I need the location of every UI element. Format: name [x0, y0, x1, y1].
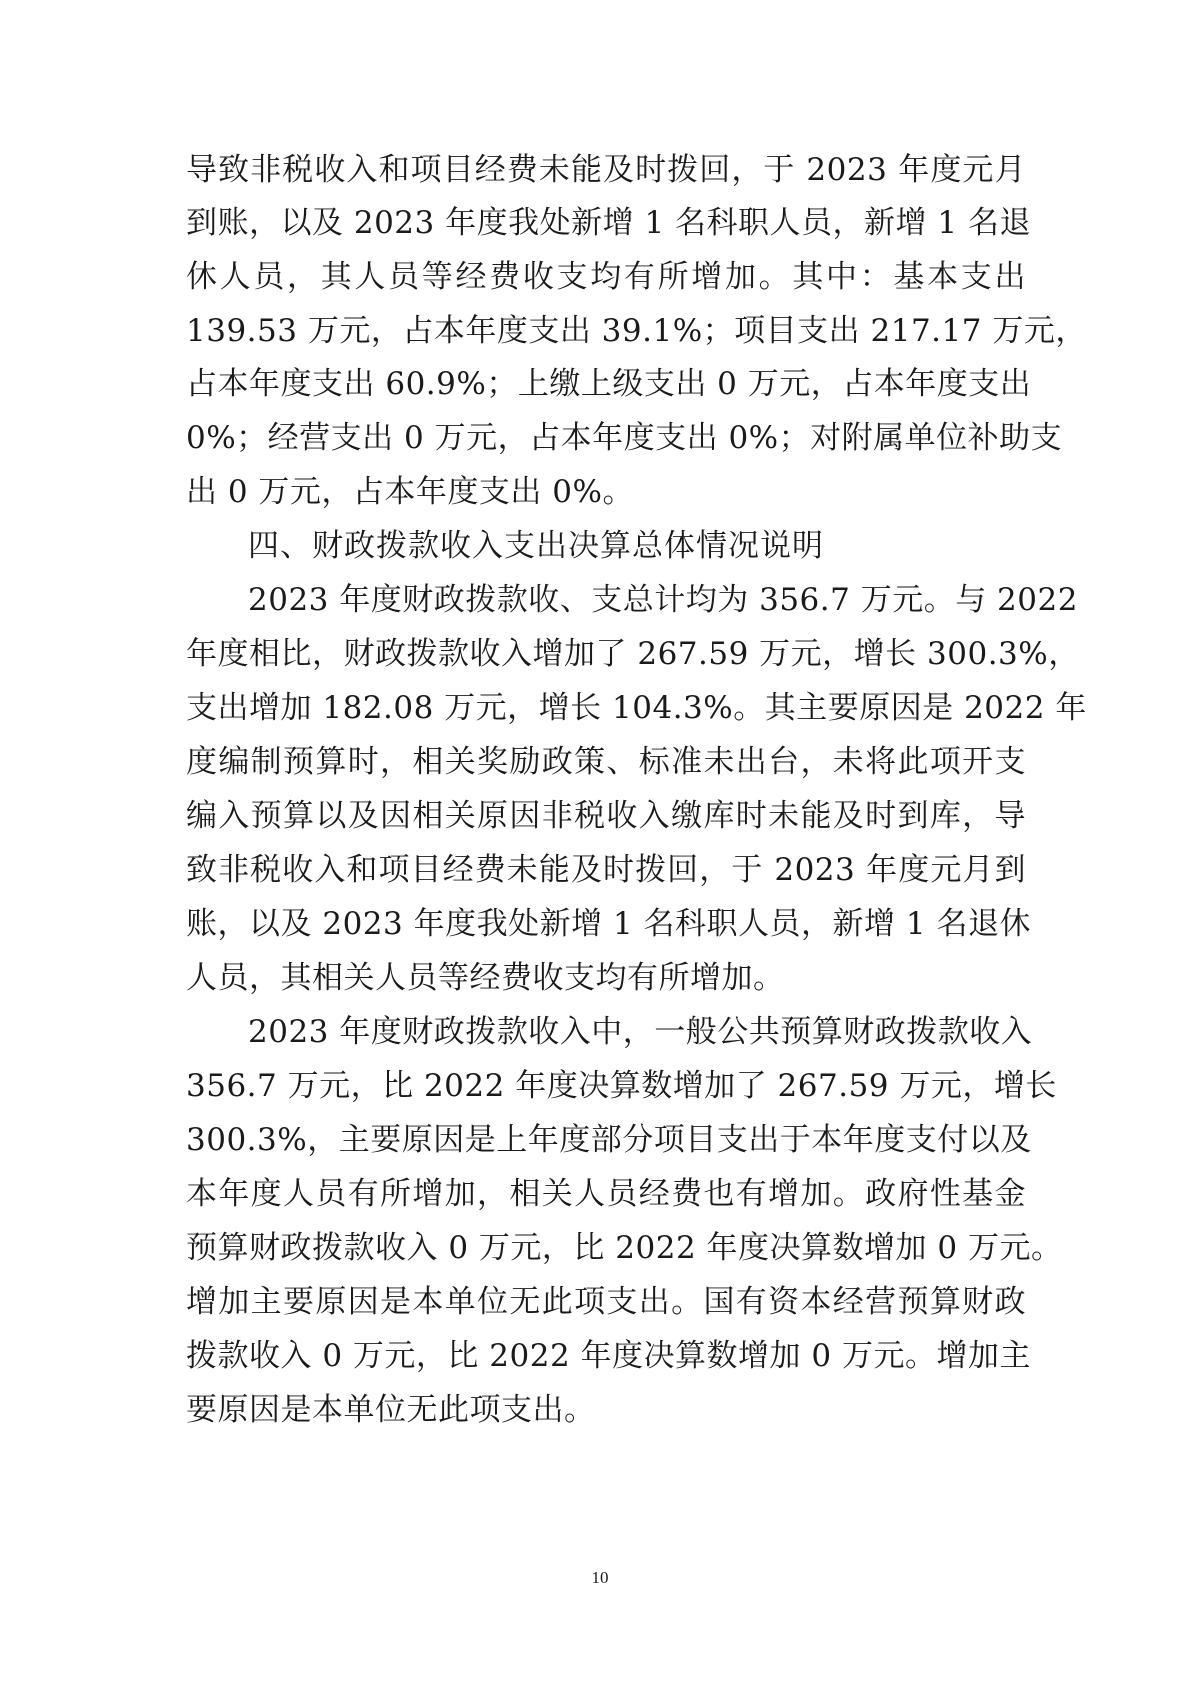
- paragraph-line: 139.53 万元，占本年度支出 39.1%；项目支出 217.17 万元，: [186, 313, 1087, 349]
- paragraph-line: 预算财政拨款收入 0 万元，比 2022 年度决算数增加 0 万元。: [186, 1230, 1063, 1266]
- paragraph-line: 致非税收入和项目经费未能及时拨回，于 2023 年度元月到: [186, 852, 1026, 888]
- paragraph-line: 增加主要原因是本单位无此项支出。国有资本经营预算财政: [186, 1284, 1026, 1320]
- paragraph-line: 支出增加 182.08 万元，增长 104.3%。其主要原因是 2022 年: [186, 690, 1087, 726]
- paragraph-line: 度编制预算时，相关奖励政策、标准未出台，未将此项开支: [186, 744, 1026, 780]
- paragraph-line: 到账，以及 2023 年度我处新增 1 名科职人员，新增 1 名退: [186, 205, 1031, 241]
- section-heading: 四、财政拨款收入支出决算总体情况说明: [248, 528, 824, 564]
- paragraph-line: 导致非税收入和项目经费未能及时拨回，于 2023 年度元月: [186, 152, 1026, 188]
- paragraph-line: 2023 年度财政拨款收入中，一般公共预算财政拨款收入: [248, 1014, 1033, 1050]
- paragraph-line: 2023 年度财政拨款收、支总计均为 356.7 万元。与 2022: [248, 582, 1078, 618]
- paragraph-line: 要原因是本单位无此项支出。: [186, 1392, 596, 1428]
- paragraph-line: 编入预算以及因相关原因非税收入缴库时未能及时到库，导: [186, 798, 1026, 834]
- paragraph-line: 年度相比，财政拨款收入增加了 267.59 万元，增长 300.3%，: [186, 636, 1080, 672]
- paragraph-line: 账，以及 2023 年度我处新增 1 名科职人员，新增 1 名退休: [186, 906, 1031, 942]
- paragraph-line: 300.3%，主要原因是上年度部分项目支出于本年度支付以及: [186, 1122, 1032, 1158]
- paragraph-line: 出 0 万元，占本年度支出 0%。: [186, 474, 634, 510]
- paragraph-line: 356.7 万元，比 2022 年度决算数增加了 267.59 万元，增长: [186, 1068, 1057, 1104]
- paragraph-line: 本年度人员有所增加，相关人员经费也有增加。政府性基金: [186, 1176, 1026, 1212]
- paragraph-line: 人员，其相关人员等经费收支均有所增加。: [186, 960, 785, 996]
- paragraph-line: 0%；经营支出 0 万元，占本年度支出 0%；对附属单位补助支: [186, 420, 1063, 456]
- paragraph-line: 占本年度支出 60.9%；上缴上级支出 0 万元，占本年度支出: [186, 366, 1032, 402]
- page-number: 10: [591, 1568, 609, 1587]
- paragraph-line: 拨款收入 0 万元，比 2022 年度决算数增加 0 万元。增加主: [186, 1338, 1031, 1374]
- paragraph-line: 休人员，其人员等经费收支均有所增加。其中：基本支出: [186, 259, 1026, 295]
